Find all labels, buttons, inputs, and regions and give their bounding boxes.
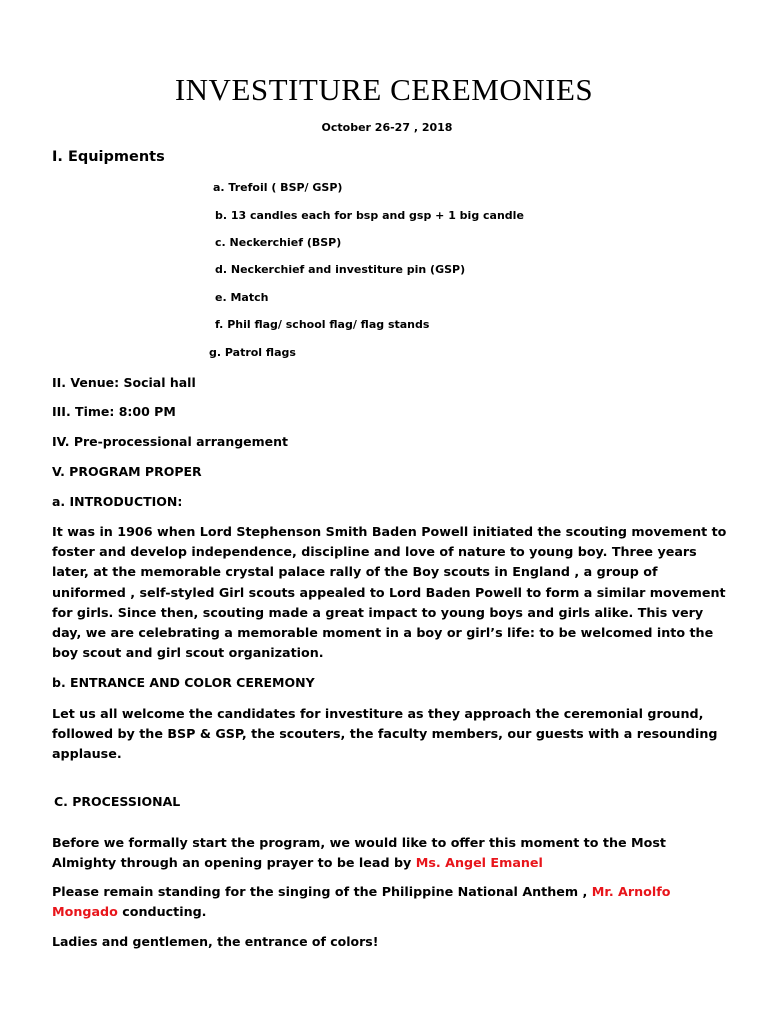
colors-line: Ladies and gentlemen, the entrance of colors!	[52, 934, 379, 949]
equipment-item: d. Neckerchief and investiture pin (GSP)	[215, 263, 466, 276]
anthem-suffix: conducting.	[117, 904, 207, 920]
venue-line: II. Venue: Social hall	[52, 375, 196, 390]
entrance-paragraph: Let us all welcome the candidates for investiture as they approach the ceremonial ground, followed by the BSP & GSP, the scouters, the faculty members, our guests with a resounding applause.	[52, 706, 718, 762]
anthem-text: Please remain standing for the singing of the Philippine National Anthem ,	[52, 884, 592, 899]
introduction-paragraph: It was in 1906 when Lord Stephenson Smith Baden Powell initiated the scouting movement to foster and develop independence, discipline and love of nature to young boy. Three years later, at the memorable crystal palace rally of the Boy scouts in England , a group of uniformed , self-styled Girl scouts appealed to Lord Baden Powell to form a similar movement for girls. Since then, scouting made a great impact to young boys and girls alike. This very day, we are celebrating a memorable moment in a boy or girl’s life: to be welcomed into the boy scout and girl scout organization.	[52, 524, 727, 661]
event-date: October 26-27 , 2018	[321, 121, 453, 134]
time-line: III. Time: 8:00 PM	[52, 404, 176, 419]
prayer-leader-name: Ms. Angel Emanel	[415, 855, 543, 871]
equipment-item: e. Match	[215, 291, 269, 304]
introduction-heading: a. INTRODUCTION:	[52, 494, 183, 509]
anthem-conductor-name: Mr. Arnolfo Mongado	[52, 884, 671, 920]
equipment-item: c. Neckerchief (BSP)	[215, 236, 342, 249]
equipment-item: g. Patrol flags	[209, 346, 296, 359]
preprocessional-line: IV. Pre-processional arrangement	[52, 434, 289, 449]
program-proper-heading: V. PROGRAM PROPER	[52, 464, 202, 479]
equipments-heading: I. Equipments	[52, 149, 165, 165]
prayer-text: Before we formally start the program, we would like to offer this moment to the Most Almighty through an opening prayer to be lead by	[52, 835, 666, 871]
equipment-item: a. Trefoil ( BSP/ GSP)	[213, 181, 343, 194]
entrance-heading: b. ENTRANCE AND COLOR CEREMONY	[52, 675, 315, 690]
equipment-item: b. 13 candles each for bsp and gsp + 1 big candle	[215, 209, 524, 222]
prayer-paragraph	[52, 833, 732, 873]
anthem-paragraph	[52, 882, 732, 922]
equipment-item: f. Phil flag/ school flag/ flag stands	[215, 318, 430, 331]
processional-heading: C. PROCESSIONAL	[54, 794, 181, 809]
document-title: INVESTITURE CEREMONIES	[174, 72, 594, 107]
